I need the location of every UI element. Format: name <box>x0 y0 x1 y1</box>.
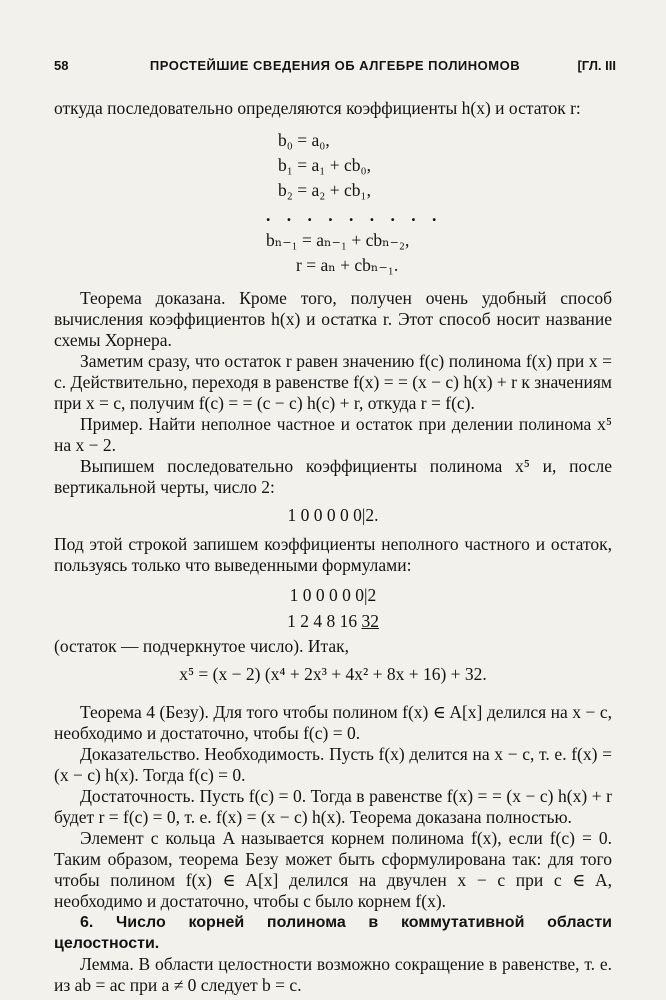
paragraph-remainder-value: Заметим сразу, что остаток r равен значению f(c) полинома f(x) при x = c. Действительно, переходя в равенстве f(x) = = (x − c) h(x) + r к значениям при x = c, получим f(c) = = (c − c) h(c) + r, откуда r = f(c). <box>54 351 612 413</box>
intro-paragraph: откуда последовательно определяются коэффициенты h(x) и остаток r: <box>54 98 581 118</box>
coefficients-row: 1 0 0 0 0 0|2. <box>287 505 379 525</box>
equation-ellipsis: . . . . . . . . . <box>266 205 443 225</box>
equation-b2: b₂ = a₂ + cb₁, <box>278 180 371 200</box>
paragraph-remainder-note: (остаток — подчеркнутое число). Итак, <box>54 636 349 656</box>
lemma: Лемма. В области целостности возможно сокращение в равенстве, т. е. из ab = ac при a ≠ 0 следует b = c. <box>54 954 612 995</box>
equation-b0: b₀ = a₀, <box>278 130 330 150</box>
paragraph-example: Пример. Найти неполное частное и остаток при делении полинома x⁵ на x − 2. <box>54 414 612 455</box>
scheme-remainder: 32 <box>361 611 379 631</box>
running-header <box>54 58 616 78</box>
page-number: 58 <box>54 58 69 73</box>
running-title: ПРОСТЕЙШИЕ СВЕДЕНИЯ ОБ АЛГЕБРЕ ПОЛИНОМОВ <box>149 58 521 73</box>
paragraph-under-row: Под этой строкой запишем коэффициенты неполного частного и остаток, пользуясь только что выведенными формулами: <box>54 534 612 575</box>
page-body <box>54 98 612 996</box>
section-heading: 6. Число корней полинома в коммутативной области целостности. <box>54 914 612 952</box>
equation-b1: b₁ = a₁ + cb₀, <box>278 155 371 175</box>
paragraph-root-definition: Элемент c кольца A называется корнем полинома f(x), если f(c) = 0. Таким образом, теорема Безу может быть сформулирована так: для того чтобы полином f(x) ∈ A[x] делился на двучлен x − c при c ∈ A, необходимо и достаточно, чтобы c было корнем f(x). <box>54 828 612 911</box>
chapter-label: [ГЛ. III <box>577 58 616 73</box>
horner-scheme <box>54 582 612 634</box>
paragraph-theorem-proved: Теорема доказана. Кроме того, получен очень удобный способ вычисления коэффициентов h(x) и остатка r. Этот способ носит название схемы Хорнера. <box>54 288 612 350</box>
proof-necessity: Доказательство. Необходимость. Пусть f(x) делится на x − c, т. е. f(x) = (x − c) h(x). Тогда f(c) = 0. <box>54 744 612 785</box>
equation-bn1: bₙ₋₁ = aₙ₋₁ + cbₙ₋₂, <box>266 230 410 250</box>
scheme-row-1: 1 0 0 0 0 0|2 <box>289 585 377 605</box>
proof-sufficiency: Достаточность. Пусть f(c) = 0. Тогда в равенстве f(x) = = (x − c) h(x) + r будет r = f(c) = 0, т. е. f(x) = (x − c) h(x). Теорема доказана полностью. <box>54 786 612 827</box>
equation-remainder: r = aₙ + cbₙ₋₁. <box>296 255 399 275</box>
scheme-row-2 <box>54 608 612 634</box>
theorem-bezout: Теорема 4 (Безу). Для того чтобы полином f(x) ∈ A[x] делился на x − c, необходимо и достаточно, чтобы f(c) = 0. <box>54 702 612 743</box>
scheme-row-2-coefficients: 1 2 4 8 16 <box>287 611 358 631</box>
paragraph-write-coefficients: Выпишем последовательно коэффициенты полинома x⁵ и, после вертикальной черты, число 2: <box>54 456 612 497</box>
result-formula: x⁵ = (x − 2) (x⁴ + 2x³ + 4x² + 8x + 16) + 32. <box>179 664 487 684</box>
horner-equations <box>54 128 612 278</box>
